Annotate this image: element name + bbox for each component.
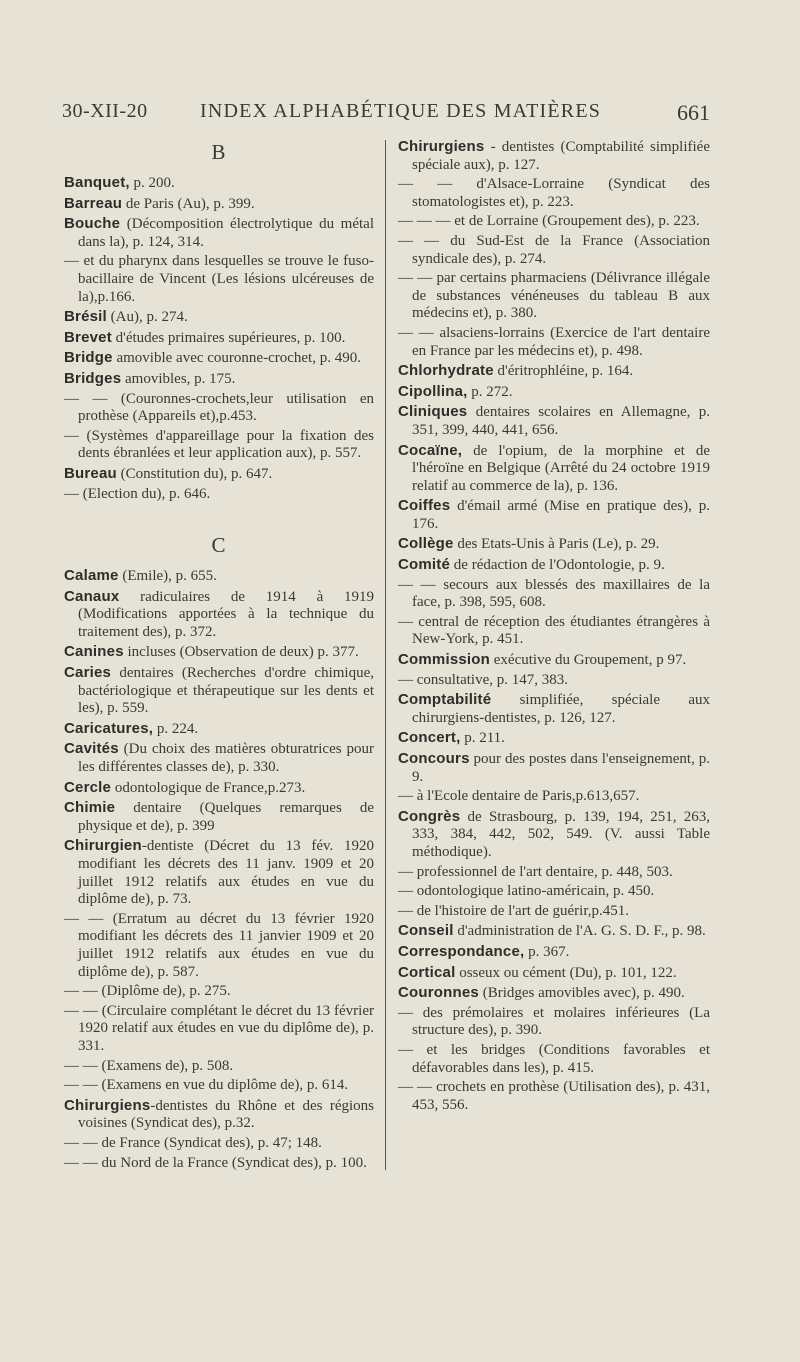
index-entry [398, 984, 710, 1003]
index-entry [64, 1135, 374, 1153]
index-entry [398, 497, 710, 533]
entry-text: — (Systèmes d'appareillage pour la fixation des dents ébranlées et leur application aux), p. 557. [64, 427, 374, 462]
entry-text: dentaires (Recherches d'ordre chimique, bactériologique et thérapeutique sur les dents et les), p. 559. [78, 665, 374, 717]
index-entry [64, 1077, 374, 1095]
entry-headword: Chirurgien [64, 837, 142, 855]
entry-text: p. 272. [467, 383, 513, 400]
index-entry [398, 691, 710, 727]
entry-text: d'études primaires supérieures, p. 100. [111, 329, 346, 346]
entry-text: exécutive du Groupement, p 97. [490, 652, 687, 669]
index-entry [398, 883, 710, 901]
index-entry [64, 740, 374, 776]
index-entry [398, 233, 710, 268]
entry-text: — — alsaciens-lorrains (Exercice de l'art dentaire en France par les médecins et), p. 498. [398, 324, 710, 359]
entry-headword: Caries [64, 664, 112, 682]
section-c-entries [64, 567, 374, 1172]
index-entry [398, 788, 710, 806]
entry-headword: Bridges [64, 369, 122, 387]
index-entry [64, 308, 374, 327]
section-b-entries [64, 174, 374, 503]
entry-text: pour des postes dans l'enseignement, p. 9. [412, 751, 710, 785]
entry-text: — — (Circulaire complétant le décret du 13 février 1920 relatif aux études en vue du diplôme de), p. 331. [64, 1002, 374, 1054]
index-entry [64, 567, 374, 586]
index-entry [64, 465, 374, 484]
entry-text: p. 367. [524, 943, 570, 960]
index-entry [398, 614, 710, 649]
index-entry [64, 983, 374, 1001]
entry-text: (Du choix des matières obturatrices pour les différentes classes de), p. 330. [78, 741, 374, 776]
index-entry [398, 922, 710, 941]
column-divider [385, 140, 386, 1170]
entry-text: — consultative, p. 147, 383. [398, 671, 568, 688]
entry-text: radiculaires de 1914 à 1919 (Modifications apportées à la technique du traitement des), p. 372. [78, 588, 374, 640]
entry-text: -dentiste (Décret du 13 fév. 1920 modifiant les décrets des 11 janv. 1909 et 20 juillet 1912 relatifs aux études en vue du diplôme de), p. 73. [78, 838, 374, 908]
entry-headword: Commission [398, 651, 491, 669]
running-head [62, 100, 710, 130]
index-entry [398, 1005, 710, 1040]
index-entry [64, 370, 374, 389]
entry-headword: Coiffes [398, 497, 451, 515]
entry-headword: Brésil [64, 308, 107, 326]
index-entry [398, 556, 710, 575]
entry-text: — — (Erratum au décret du 13 février 1920 modifiant les décrets des 11 janvier 1909 et 20 juillet 1912 relatifs aux études en vue du diplôme de), p. 587. [64, 910, 374, 980]
entry-text: de Strasbourg, p. 139, 194, 251, 263, 333, 384, 442, 502, 549. (V. aussi Table méthodique). [412, 808, 710, 860]
index-entry [64, 486, 374, 504]
entry-text: d'administration de l'A. G. S. D. F., p. 98. [453, 923, 706, 940]
index-entry [64, 837, 374, 908]
entry-headword: Comptabilité [398, 691, 492, 709]
entry-text: — — du Sud-Est de la France (Association syndicale des), p. 274. [398, 232, 710, 267]
entry-text: — de l'histoire de l'art de guérir,p.451. [398, 902, 629, 919]
header-date: 30-XII-20 [62, 100, 148, 122]
index-entry [398, 1042, 710, 1077]
entry-headword: Bureau [64, 464, 117, 482]
entry-headword: Brevet [64, 328, 112, 346]
entry-text: p. 224. [153, 720, 199, 737]
entry-headword: Couronnes [398, 984, 479, 1002]
entry-headword: Cipollina, [398, 382, 468, 400]
entry-text: — — (Examens de), p. 508. [64, 1057, 234, 1074]
entry-text: p. 211. [460, 730, 505, 747]
entry-text: — — (Diplôme de), p. 275. [64, 983, 231, 1000]
index-entry [64, 329, 374, 348]
entry-headword: Congrès [398, 807, 461, 825]
section-letter-b: B [211, 140, 227, 164]
entry-headword: Concert, [398, 729, 461, 747]
index-entry [398, 1079, 710, 1114]
index-entry [64, 1003, 374, 1056]
entry-text: simplifiée, spéciale aux chirurgiens-dentistes, p. 126, 127. [412, 692, 710, 726]
entry-headword: Comité [398, 556, 451, 574]
index-entry [398, 864, 710, 882]
entry-text: — (Election du), p. 646. [64, 485, 211, 502]
entry-text: — odontologique latino-américain, p. 450. [398, 883, 655, 900]
entry-text: osseux ou cément (Du), p. 101, 122. [455, 964, 677, 981]
index-entry [64, 664, 374, 718]
entry-text: — — de France (Syndicat des), p. 47; 148. [64, 1134, 322, 1151]
entry-text: — — — et de Lorraine (Groupement des), p. 223. [398, 213, 700, 230]
entry-text: — — secours aux blessés des maxillaires de la face, p. 398, 595, 608. [398, 576, 710, 611]
index-entry [398, 403, 710, 439]
entry-text: — — d'Alsace-Lorraine (Syndicat des stomatologistes et), p. 223. [398, 176, 710, 210]
index-entry [398, 325, 710, 360]
index-entry [398, 808, 710, 862]
index-entry [398, 176, 710, 211]
entry-headword: Cortical [398, 963, 456, 981]
index-entry [398, 651, 710, 670]
entry-text: — des prémolaires et molaires inférieures (La structure des), p. 390. [398, 1004, 710, 1039]
section-gap [64, 505, 374, 531]
entry-text: d'éritrophléine, p. 164. [493, 363, 634, 380]
index-entry [64, 391, 374, 426]
index-entry [64, 428, 374, 463]
entry-headword: Conseil [398, 922, 454, 940]
entry-text: p. 200. [129, 175, 175, 191]
index-entry [398, 383, 710, 402]
entry-text: (Emile), p. 655. [118, 568, 217, 585]
index-entry [398, 577, 710, 612]
entry-headword: Bridge [64, 349, 113, 367]
entry-text: — à l'Ecole dentaire de Paris,p.613,657. [398, 788, 640, 805]
entry-text: — — par certains pharmaciens (Délivrance illégale de substances vénéneuses du tableau B aux médecins et), p. 380. [398, 270, 710, 322]
entry-text: — et les bridges (Conditions favorables et défavorables dans les), p. 415. [398, 1041, 710, 1076]
entry-text: - dentistes (Comptabilité simplifiée spéciale aux), p. 127. [412, 139, 710, 173]
page-number: 661 [677, 100, 710, 125]
index-entry [64, 195, 374, 214]
index-entry [64, 215, 374, 251]
entry-headword: Collège [398, 535, 454, 553]
index-entry [64, 643, 374, 662]
entry-headword: Canines [64, 643, 124, 661]
entry-text: amovible avec couronne-crochet, p. 490. [112, 350, 361, 367]
index-entry [398, 964, 710, 983]
entry-headword: Canaux [64, 587, 120, 605]
entry-headword: Correspondance, [398, 942, 525, 960]
entry-text: odontologique de France,p.273. [111, 779, 306, 796]
entry-text: dentaire (Quelques remarques de physique et de), p. 399 [78, 800, 374, 834]
entry-text: — — crochets en prothèse (Utilisation des), p. 431, 453, 556. [398, 1079, 710, 1113]
header-title: INDEX ALPHABÉTIQUE DES MATIÈRES [200, 100, 602, 122]
entry-headword: Chlorhydrate [398, 362, 494, 380]
entry-headword: Chirurgiens [398, 138, 485, 155]
index-entry [64, 253, 374, 306]
entry-text: -dentistes du Rhône et des régions voisines (Syndicat des), p.32. [78, 1097, 374, 1132]
entry-headword: Chirurgiens [64, 1096, 151, 1114]
index-entry [64, 1058, 374, 1076]
entry-headword: Barreau [64, 194, 123, 212]
entry-headword: Cavités [64, 740, 119, 758]
index-entry [64, 588, 374, 642]
entry-text: d'émail armé (Mise en pratique des), p. 176. [412, 498, 710, 532]
index-entry [398, 903, 710, 921]
entry-text: des Etats-Unis à Paris (Le), p. 29. [453, 536, 660, 553]
entry-text: — central de réception des étudiantes étrangères à New-York, p. 451. [398, 613, 710, 648]
index-entry [398, 362, 710, 381]
index-entry [64, 799, 374, 835]
entry-headword: Cercle [64, 778, 112, 796]
entry-text: dentaires scolaires en Allemagne, p. 351, 399, 440, 441, 656. [412, 404, 710, 438]
entry-text: (Au), p. 274. [106, 309, 188, 326]
entry-text: (Constitution du), p. 647. [116, 465, 273, 482]
index-entry [64, 1097, 374, 1133]
entry-headword: Caricatures, [64, 719, 154, 737]
entry-text: — et du pharynx dans lesquelles se trouve le fuso-bacillaire de Vincent (Les lésions ulcéreuses de la),p.166. [64, 253, 374, 305]
index-entry [398, 270, 710, 323]
right-column [398, 138, 710, 1116]
entry-headword: Concours [398, 750, 470, 767]
index-entry [398, 535, 710, 554]
index-entry [398, 750, 710, 786]
index-entry [398, 138, 710, 174]
entry-text: (Bridges amovibles avec), p. 490. [478, 985, 685, 1002]
entry-headword: Cliniques [398, 403, 468, 421]
index-entry [398, 442, 710, 496]
right-column-entries [398, 138, 710, 1114]
entry-headword: Calame [64, 567, 119, 585]
index-entry [64, 1155, 374, 1173]
index-entry [398, 943, 710, 962]
entry-headword: Bouche [64, 215, 121, 233]
entry-text: — — (Examens en vue du diplôme de), p. 614. [64, 1077, 349, 1094]
index-entry [64, 779, 374, 798]
entry-headword: Cocaïne, [398, 441, 463, 459]
entry-text: (Décomposition électrolytique du métal dans la), p. 124, 314. [78, 216, 374, 250]
index-entry [398, 213, 710, 231]
entry-text: — professionnel de l'art dentaire, p. 448, 503. [398, 863, 673, 880]
entry-text: de rédaction de l'Odontologie, p. 9. [450, 557, 665, 574]
index-entry [64, 911, 374, 981]
entry-text: amovibles, p. 175. [121, 370, 236, 387]
entry-text: de l'opium, de la morphine et de l'héroïne en Belgique (Arrêté du 24 octobre 1919 relatif au commerce de la), p. 136. [412, 442, 710, 494]
entry-text: — — (Couronnes-crochets,leur utilisation en prothèse (Appareils et),p.453. [64, 390, 374, 425]
index-entry [64, 349, 374, 368]
entry-text: de Paris (Au), p. 399. [122, 195, 255, 212]
index-entry [64, 174, 374, 193]
entry-text: — — du Nord de la France (Syndicat des), p. 100. [64, 1154, 367, 1171]
index-entry [398, 729, 710, 748]
entry-headword: Banquet, [64, 174, 130, 191]
left-column [64, 138, 374, 1174]
entry-text: incluses (Observation de deux) p. 377. [123, 644, 359, 661]
section-letter-c: C [211, 533, 227, 558]
index-entry [398, 672, 710, 690]
index-entry [64, 720, 374, 739]
entry-headword: Chimie [64, 799, 116, 817]
